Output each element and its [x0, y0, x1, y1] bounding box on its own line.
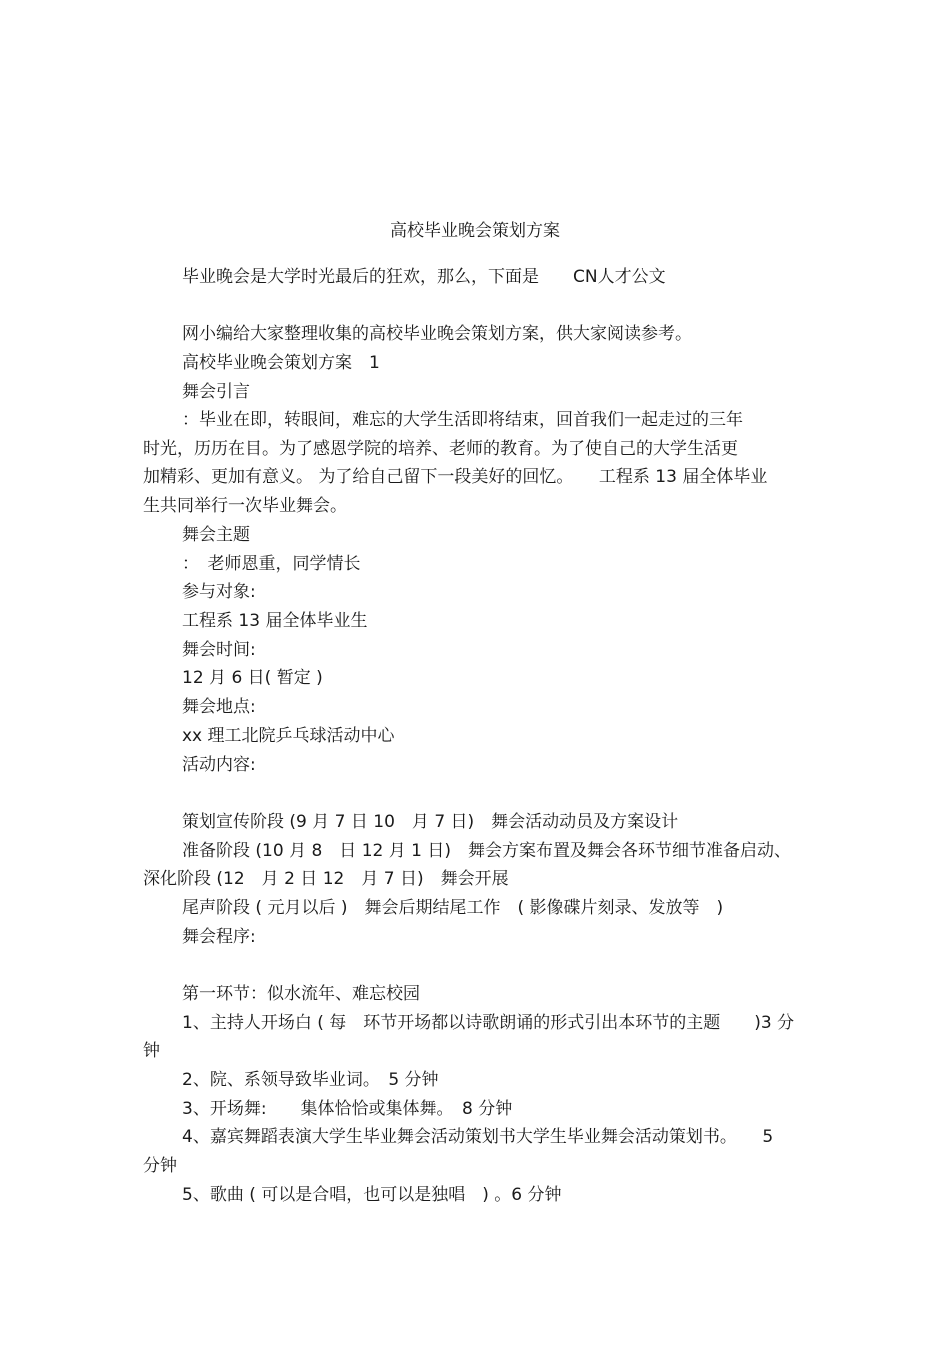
content-line-4: 尾声阶段 ( 元月以后 ) 舞会后期结尾工作 ( 影像碟片刻录、发放等 ) [182, 898, 724, 918]
program-item-2: 2、院、系领导致毕业词。 5 分钟 [182, 1070, 439, 1090]
program-item-3: 3、开场舞: 集体恰恰或集体舞。 8 分钟 [182, 1099, 513, 1119]
section-heading: 高校毕业晚会策划方案 1 [182, 353, 380, 373]
document-title: 高校毕业晚会策划方案 [390, 221, 560, 241]
program-segment-title: 第一环节：似水流年、难忘校园 [182, 984, 420, 1004]
program-item-4: 4、嘉宾舞蹈表演大学生毕业舞会活动策划书大学生毕业舞会活动策划书。 5 [182, 1127, 774, 1147]
time-label: 舞会时间: [182, 640, 256, 660]
foreword-line-1: ：毕业在即，转眼间，难忘的大学生活即将结束，回首我们一起走过的三年 [182, 410, 743, 430]
content-line-2: 准备阶段 (10 月 8 日 12 月 1 日) 舞会方案布置及舞会各环节细节准备启动、 [182, 841, 791, 861]
theme-value: ： 老师恩重，同学情长 [182, 554, 361, 574]
program-item-5: 5、歌曲 ( 可以是合唱，也可以是独唱 ) 。6 分钟 [182, 1185, 562, 1205]
participants-value: 工程系 13 届全体毕业生 [182, 611, 368, 631]
content-line-1: 策划宣传阶段 (9 月 7 日 10 月 7 日) 舞会活动动员及方案设计 [182, 812, 679, 832]
time-value: 12 月 6 日( 暂定 ) [182, 668, 323, 688]
program-item-1: 1、主持人开场白 ( 每 环节开场都以诗歌朗诵的形式引出本环节的主题 )3 分 [182, 1013, 795, 1033]
foreword-label: 舞会引言 [182, 382, 250, 402]
intro-line-1: 毕业晚会是大学时光最后的狂欢，那么，下面是 CN人才公文 [182, 267, 666, 287]
venue-value: xx 理工北院乒乓球活动中心 [182, 726, 395, 746]
foreword-line-4: 生共同举行一次毕业舞会。 [143, 496, 347, 516]
program-item-1-cont: 钟 [143, 1041, 160, 1061]
venue-label: 舞会地点: [182, 697, 256, 717]
program-label: 舞会程序: [182, 927, 256, 947]
content-line-3: 深化阶段 (12 月 2 日 12 月 7 日) 舞会开展 [143, 869, 509, 889]
theme-label: 舞会主题 [182, 525, 250, 545]
content-label: 活动内容: [182, 755, 256, 775]
program-item-4-cont: 分钟 [143, 1156, 177, 1176]
intro-line-2: 网小编给大家整理收集的高校毕业晚会策划方案，供大家阅读参考。 [182, 324, 692, 344]
foreword-line-2: 时光，历历在目。为了感恩学院的培养、老师的教育。为了使自己的大学生活更 [143, 439, 738, 459]
participants-label: 参与对象: [182, 582, 256, 602]
foreword-line-3: 加精彩、更加有意义。 为了给自己留下一段美好的回忆。 工程系 13 届全体毕业 [143, 467, 768, 487]
